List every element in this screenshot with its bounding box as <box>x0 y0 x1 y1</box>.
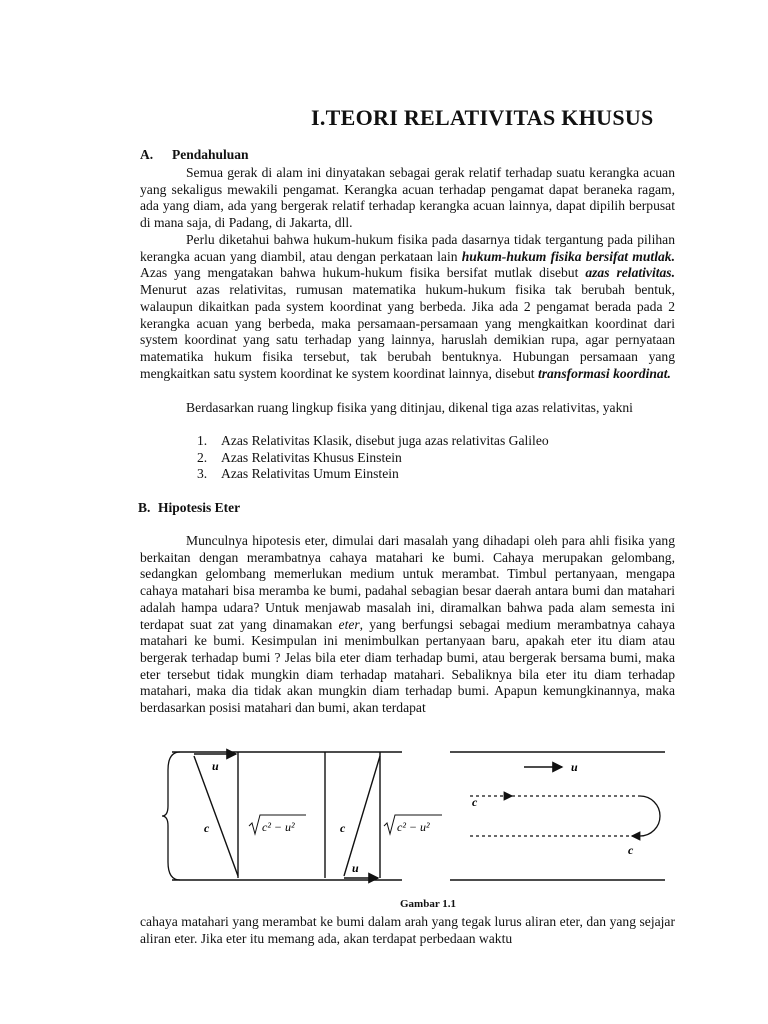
continuation-paragraph: cahaya matahari yang merambat ke bumi dalam arah yang tegak lurus aliran eter, dan yang sejajar aliran eter. Jika eter itu memang ada, akan terdapat perbedaan waktu <box>140 914 675 946</box>
label-c-left: c <box>204 821 210 835</box>
return-arc <box>640 796 660 836</box>
p2-emphasis-azas: azas relativitas. <box>585 265 675 281</box>
label-u-bottom: u <box>352 861 359 875</box>
b-p1-text-c: , yang berfungsi sebagai medium merambatnya cahaya matahari ke bumi. Kesimpulan ini menimbulkan pertanyaan baru, apakah eter itu diam atau bergerak terhadap bumi ? Jelas bila eter diam terhadap bumi, atau bergerak bersama bumi, maka eter tersebut tidak mungkin diam terhadap matahari. Sebaliknya bila eter itu diam terhadap matahari, maka dia tidak akan mungkin diam terhadap bumi. Apapun kemungkinannya, maka berdasarkan posisi matahari dan bumi, akan terdapat <box>140 616 675 716</box>
b-p1-text-a: Munculnya hipotesis eter, dimulai dari masalah yang dihadapi oleh para ahli fisika yang berkaitan dengan merambatnya cahaya matahari ke bumi. Cahaya merupakan gelombang, sedangkan gelombang memerlukan medium untuk merambat. Timbul pertanyaan, mengapa cahaya matahari bisa meramba ke bumi, padahal sebagian besar daerah antara bumi dan matahari adalah hampa udara? Untuk menjawab masalah ini, diramalkan bahwa pada alam semesta ini terdapat suat zat yang dinamakan <box>140 533 675 632</box>
p2-text-c: Azas yang mengatakan bahwa hukum-hukum fisika bersifat mutlak disebut <box>140 265 586 281</box>
section-a-paragraph-1-text: Semua gerak di alam ini dinyatakan sebagai gerak relatif terhadap suatu kerangka acuan yang sekaligus mewakili pengamat. Kerangka acuan terhadap pengamat dapat beraneka ragam, ada yang diam, ada yang bergerak relatif terhadap kerangka acuan lainnya, dapat dipilih berpusat di mana saja, di Padang, di Jakarta, dll. <box>140 165 675 231</box>
list-number: 3. <box>197 466 208 482</box>
diagonal-c-middle <box>344 756 380 876</box>
p2-emphasis-hukum: hukum-hukum fisika bersifat mutlak. <box>461 248 675 264</box>
sqrt-expression-left: c² − u² <box>262 820 295 834</box>
label-u-top: u <box>212 759 219 773</box>
label-c-upper: c <box>472 795 478 809</box>
page-title: I.TEORI RELATIVITAS KHUSUS <box>311 105 654 130</box>
section-a-number: A. <box>140 147 154 162</box>
label-c-middle: c <box>340 821 346 835</box>
p2-text-e: Menurut azas relativitas, rumusan matematika hukum-hukum fisika tak berubah bentuk, walaupun dikaitkan pada system koordinat yang berbeda. Jika ada 2 pengamat berada pada 2 kerangka acuan yang berbeda, maka persamaan-persamaan yang mengkaitkan koordinat dari system koordinat yang satu terhadap yang lainnya, haruslah demikian rupa, agar pernyataan matematika hukum fisika tersebut, tak berubah bentuknya. Hubungan persamaan yang mengkaitkan satu system koordinat ke system koordinat lainnya, disebut <box>140 282 675 381</box>
b-p1-emphasis-eter: eter <box>338 616 360 632</box>
p2-text-a: Perlu diketahui bahwa hukum-hukum fisika pada dasarnya tidak tergantung pada pilihan kerangka acuan yang diambil, atau dengan perkataan lain <box>140 232 675 264</box>
diagonal-c-left <box>194 756 238 876</box>
section-a-paragraph-3-text: Berdasarkan ruang lingkup fisika yang ditinjau, dikenal tiga azas relativitas, yakni <box>186 400 633 415</box>
list-text: Azas Relativitas Umum Einstein <box>221 466 399 482</box>
list-number: 2. <box>197 449 208 465</box>
section-b-title: Hipotesis Eter <box>158 500 241 515</box>
section-b-number: B. <box>138 500 151 515</box>
p2-emphasis-transformasi: transformasi koordinat. <box>537 365 671 381</box>
curly-brace-icon <box>162 752 180 880</box>
figure-caption: Gambar 1.1 <box>400 898 457 910</box>
sqrt-expression-right: c² − u² <box>397 820 430 834</box>
list-text: Azas Relativitas Klasik, disebut juga azas relativitas Galileo <box>221 433 549 448</box>
section-a-title: Pendahuluan <box>172 147 249 162</box>
list-text: Azas Relativitas Khusus Einstein <box>221 449 402 465</box>
list-number: 1. <box>197 433 208 448</box>
label-c-lower: c <box>628 843 634 857</box>
label-u-right: u <box>571 760 578 774</box>
